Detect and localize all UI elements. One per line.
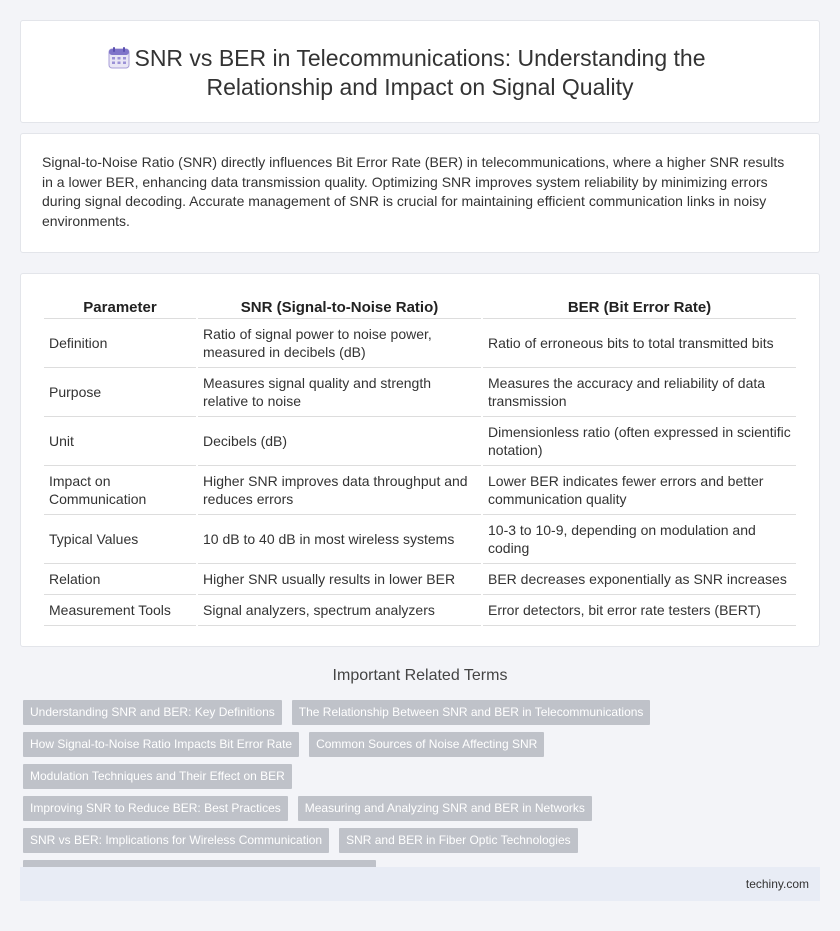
table-cell: Purpose (44, 368, 196, 417)
header-card (20, 20, 820, 123)
footer-site-name[interactable]: techiny.com (745, 877, 809, 891)
related-terms-title: Important Related Terms (332, 667, 508, 684)
table-cell: 10-3 to 10-9, depending on modulation and coding (483, 515, 796, 564)
related-term-tag[interactable]: Improving SNR to Reduce BER: Best Practices (23, 796, 288, 821)
table-cell: Ratio of signal power to noise power, measured in decibels (dB) (198, 319, 481, 368)
table-header-row (44, 296, 796, 319)
table-cell: Decibels (dB) (198, 417, 481, 466)
table-cell: Measurement Tools (44, 595, 196, 626)
table-cell: Higher SNR usually results in lower BER (198, 564, 481, 595)
table-cell: Measures signal quality and strength relative to noise (198, 368, 481, 417)
related-terms-list (23, 700, 823, 892)
related-term-tag[interactable]: The Relationship Between SNR and BER in Telecommunications (292, 700, 651, 725)
table-row (44, 515, 796, 564)
column-header: SNR (Signal-to-Noise Ratio) (198, 296, 481, 319)
table-row (44, 368, 796, 417)
related-term-tag[interactable]: Measuring and Analyzing SNR and BER in Networks (298, 796, 592, 821)
related-term-tag[interactable]: Understanding SNR and BER: Key Definitions (23, 700, 282, 725)
page-title (134, 44, 705, 102)
table-cell: Lower BER indicates fewer errors and better communication quality (483, 466, 796, 515)
table-cell: Unit (44, 417, 196, 466)
table-cell: Impact on Communication (44, 466, 196, 515)
table-row (44, 466, 796, 515)
table-cell: Typical Values (44, 515, 196, 564)
related-term-tag[interactable]: Common Sources of Noise Affecting SNR (309, 732, 544, 757)
summary-card (20, 133, 820, 253)
table-cell: Ratio of erroneous bits to total transmitted bits (483, 319, 796, 368)
comparison-table-card (20, 273, 820, 647)
related-term-tag[interactable]: How Signal-to-Noise Ratio Impacts Bit Error Rate (23, 732, 299, 757)
table-cell: BER decreases exponentially as SNR increases (483, 564, 796, 595)
table-row (44, 564, 796, 595)
table-cell: Signal analyzers, spectrum analyzers (198, 595, 481, 626)
page-title-line-2: Relationship and Impact on Signal Quality (206, 74, 634, 100)
related-term-tag[interactable]: SNR vs BER: Implications for Wireless Communication (23, 828, 329, 853)
related-term-tag[interactable]: Modulation Techniques and Their Effect on BER (23, 764, 292, 789)
table-row (44, 595, 796, 626)
table-cell: Measures the accuracy and reliability of data transmission (483, 368, 796, 417)
table-cell: Error detectors, bit error rate testers (BERT) (483, 595, 796, 626)
column-header: BER (Bit Error Rate) (483, 296, 796, 319)
summary-text: Signal-to-Noise Ratio (SNR) directly influences Bit Error Rate (BER) in telecommunications, where a higher SNR results in a lower BER, enhancing data transmission quality. Optimizing SNR improves system reliability by minimizing errors during signal decoding. Accurate management of SNR is crucial for maintaining efficient communication links in noisy environments. (42, 154, 785, 229)
table-cell: Dimensionless ratio (often expressed in scientific notation) (483, 417, 796, 466)
footer (20, 867, 820, 901)
table-row (44, 417, 796, 466)
comparison-table (42, 296, 798, 626)
table-cell: Higher SNR improves data throughput and reduces errors (198, 466, 481, 515)
table-cell: Relation (44, 564, 196, 595)
table-cell: 10 dB to 40 dB in most wireless systems (198, 515, 481, 564)
related-term-tag[interactable]: SNR and BER in Fiber Optic Technologies (339, 828, 578, 853)
column-header: Parameter (44, 296, 196, 319)
table-row (44, 319, 796, 368)
table-cell: Definition (44, 319, 196, 368)
page-title-line-1: SNR vs BER in Telecommunications: Understanding the (134, 45, 706, 71)
